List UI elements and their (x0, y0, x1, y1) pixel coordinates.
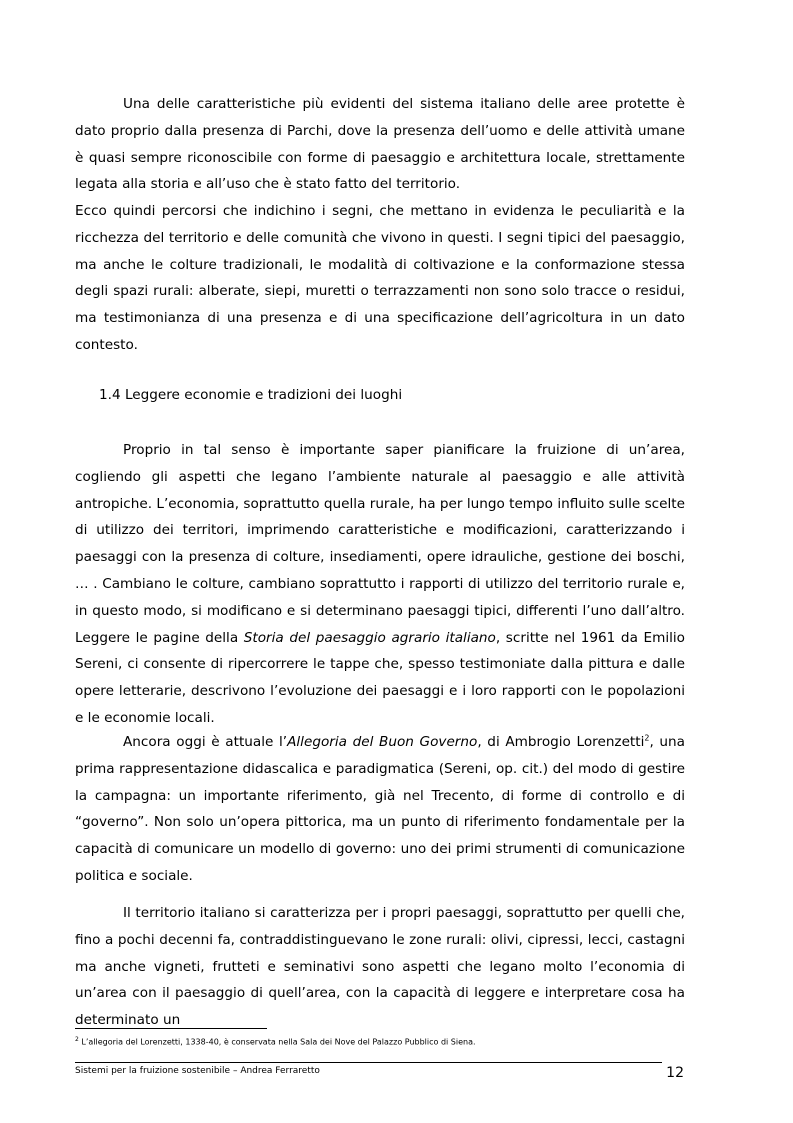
page-number: 12 (666, 1065, 684, 1081)
footnote-number: 2 (75, 1036, 79, 1043)
paragraph-4 (75, 729, 685, 890)
book-title: Storia del paesaggio agrario italiano (243, 629, 496, 646)
paragraph-3-text-b: , scritte nel 1961 da Emilio Sereni, ci consente di ripercorrere le tappe che, spesso testimoniate dalla pittura e dalle opere letterarie, descrivono l’evoluzione dei paesaggi e i loro rapporti con le popolazioni e le economie locali. (75, 629, 685, 726)
section-heading: 1.4 Leggere economie e tradizioni dei luoghi (99, 387, 403, 403)
paragraph-3-text-a: Proprio in tal senso è importante saper pianificare la fruizione di un’area, cogliendo gli aspetti che legano l’ambiente naturale al paesaggio e alle attività antropiche. L’economia, soprattutto quella rurale, ha per lungo tempo influito sulle scelte di utilizzo dei territori, imprimendo caratteristiche e modificazioni, caratterizzando i paesaggi con la presenza di colture, insediamenti, opere idrauliche, gestione dei boschi, … . Cambiano le colture, cambiano soprattutto i rapporti di utilizzo del territorio rurale e, in questo modo, si modificano e si determinano paesaggi tipici, differenti l’uno dall’altro. Leggere le pagine della (75, 442, 685, 646)
artwork-title: Allegoria del Buon Governo (287, 734, 478, 750)
paragraph-5: Il territorio italiano si caratterizza per i propri paesaggi, soprattutto per quelli che, fino a pochi decenni fa, contraddistinguevano le zone rurali: olivi, cipressi, lecci, castagni ma anche vigneti, frutteti e seminativi sono aspetti che legano molto l’economia di un’area con il paesaggio di quell’area, con la capacità di leggere e interpretare cosa ha determinato un (75, 905, 685, 1029)
footer-title: Sistemi per la fruizione sostenibile – Andrea Ferraretto (75, 1066, 320, 1076)
footer-divider (75, 1062, 662, 1063)
paragraph-4-text-c: , una prima rappresentazione didascalica e paradigmatica (Sereni, op. cit.) del modo di gestire la campagna: un importante riferimento, già nel Trecento, di forme di controllo e di “governo”. Non solo un’opera pittorica, ma un punto di riferimento fondamentale per la capacità di comunicare un modello di governo: uno dei primi strumenti di comunicazione politica e sociale. (75, 734, 685, 884)
paragraph-1: Una delle caratteristiche più evidenti del sistema italiano delle aree protette è dato proprio dalla presenza di Parchi, dove la presenza dell’uomo e delle attività umane è quasi sempre riconoscibile con forme di paesaggio e architettura locale, strettamente legata alla storia e all’uso che è stato fatto del territorio. (75, 96, 685, 193)
paragraph-4-text-b: , di Ambrogio Lorenzetti (477, 734, 645, 750)
paragraph-4-text-a: Ancora oggi è attuale l’ (123, 734, 288, 750)
footnote-divider (75, 1028, 267, 1029)
footnote-text: L’allegoria del Lorenzetti, 1338-40, è conservata nella Sala dei Nove del Palazzo Pubblico di Siena. (78, 1037, 476, 1047)
footnote (75, 1034, 476, 1049)
paragraph-3 (75, 437, 685, 732)
footnote-reference: 2 (644, 733, 650, 743)
paragraph-2: Ecco quindi percorsi che indichino i segni, che mettano in evidenza le peculiarità e la ricchezza del territorio e delle comunità che vivono in questi. I segni tipici del paesaggio, ma anche le colture tradizionali, le modalità di coltivazione e la conformazione stessa degli spazi rurali: alberate, siepi, muretti o terrazzamenti non sono solo tracce o residui, ma testimonianza di una presenza e di una specificazione dell’agricoltura in un dato contesto. (75, 203, 685, 353)
